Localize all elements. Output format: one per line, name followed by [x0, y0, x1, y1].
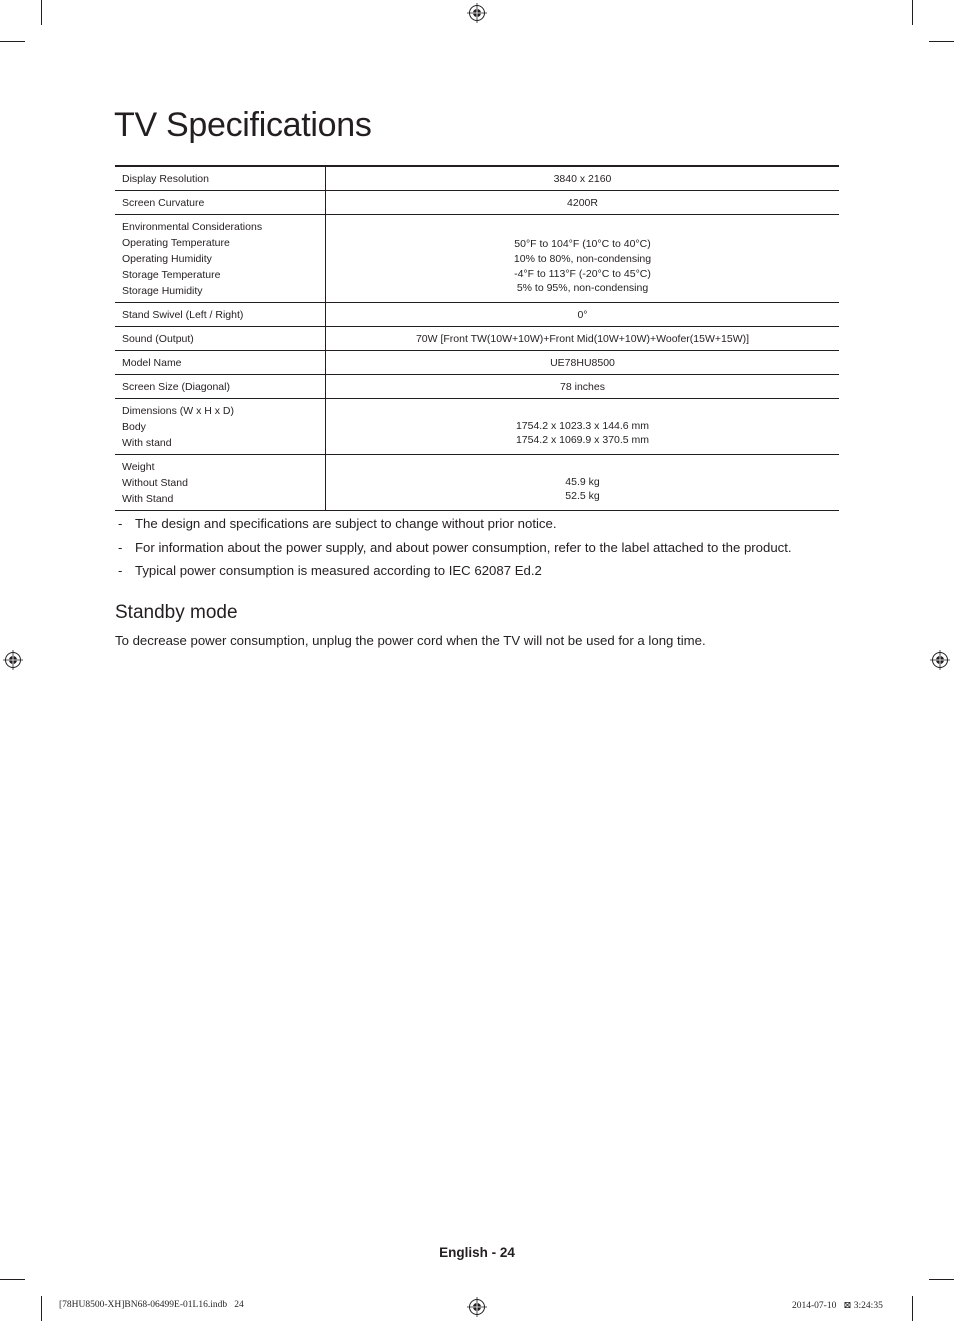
spec-value: 1754.2 x 1069.9 x 370.5 mm	[515, 434, 650, 447]
spec-label: Operating Temperature	[122, 237, 230, 249]
spec-label-cell	[115, 455, 326, 511]
crop-mark-top-right-vertical	[912, 0, 913, 25]
spec-value: 3840 x 2160	[553, 172, 612, 185]
spec-value-cell	[326, 375, 840, 399]
spec-value: 50°F to 104°F (10°C to 40°C)	[514, 238, 651, 251]
spec-table-body	[115, 166, 839, 511]
spec-label: Model Name	[122, 357, 182, 369]
spec-value: 0°	[577, 308, 588, 321]
spec-label: Screen Curvature	[122, 197, 205, 209]
spec-value-cell	[326, 327, 840, 351]
spec-value-cell	[326, 215, 840, 303]
spec-label: Storage Temperature	[122, 269, 221, 281]
note-text: The design and specifications are subject to change without prior notice.	[135, 516, 557, 531]
spec-value-cell	[326, 166, 840, 191]
spec-row	[115, 455, 839, 511]
spec-value-cell	[326, 303, 840, 327]
spec-row	[115, 215, 839, 303]
crop-mark-top-left-vertical	[41, 0, 42, 25]
spec-value-cell	[326, 191, 840, 215]
spec-label-cell	[115, 375, 326, 399]
spec-label: Dimensions (W x H x D)	[122, 405, 235, 417]
standby-text: To decrease power consumption, unplug the power cord when the TV will not be used for a long time.	[115, 633, 706, 648]
note-item	[115, 563, 845, 579]
crop-mark-bottom-left-horizontal	[0, 1279, 25, 1280]
note-item	[115, 540, 845, 556]
spec-label: With Stand	[122, 493, 174, 505]
spec-table	[115, 165, 839, 511]
spec-value-cell	[326, 399, 840, 455]
spec-row	[115, 327, 839, 351]
spec-label-cell	[115, 166, 326, 191]
spec-value: UE78HU8500	[550, 356, 615, 369]
spec-value: 45.9 kg	[565, 475, 600, 488]
spec-value: 4200R	[567, 196, 598, 209]
registration-mark-top-icon	[467, 3, 487, 23]
spec-row	[115, 399, 839, 455]
spec-value: 52.5 kg	[565, 490, 600, 503]
spec-label-cell	[115, 191, 326, 215]
spec-label-cell	[115, 215, 326, 303]
crop-mark-top-right-horizontal	[929, 41, 954, 42]
notes-list	[115, 516, 845, 587]
note-bullet: -	[118, 516, 123, 531]
spec-label: Display Resolution	[122, 173, 209, 185]
spec-label: Body	[122, 421, 146, 433]
spec-row	[115, 191, 839, 215]
note-text: Typical power consumption is measured according to IEC 62087 Ed.2	[135, 563, 542, 578]
spec-label: With stand	[122, 437, 172, 449]
note-bullet: -	[118, 539, 123, 555]
note-bullet: -	[118, 563, 123, 578]
spec-value: 78 inches	[560, 380, 605, 393]
spec-label: Screen Size (Diagonal)	[122, 381, 230, 393]
spec-value: 5% to 95%, non-condensing	[516, 282, 649, 295]
crop-mark-bottom-right-vertical	[912, 1296, 913, 1321]
spec-row	[115, 303, 839, 327]
standby-heading: Standby mode	[115, 602, 238, 623]
crop-mark-top-left-horizontal	[0, 41, 25, 42]
spec-value-cell	[326, 351, 840, 375]
page-title: TV Specifications	[114, 106, 372, 144]
crop-mark-bottom-left-vertical	[41, 1296, 42, 1321]
spec-label-cell	[115, 351, 326, 375]
spec-label: Stand Swivel (Left / Right)	[122, 309, 244, 321]
note-text: For information about the power supply, and about power consumption, refer to the label attached to the product.	[135, 539, 792, 555]
spec-label: Weight	[122, 461, 155, 473]
registration-mark-right-icon	[930, 650, 950, 670]
spec-label-cell	[115, 303, 326, 327]
spec-label: Storage Humidity	[122, 285, 203, 297]
spec-value: 1754.2 x 1023.3 x 144.6 mm	[515, 419, 650, 432]
print-slug-timestamp: 2014-07-10 ⊠ 3:24:35	[792, 1301, 883, 1311]
spec-row	[115, 166, 839, 191]
spec-label: Sound (Output)	[122, 333, 194, 345]
spec-value: 10% to 80%, non-condensing	[513, 252, 652, 265]
spec-value: -4°F to 113°F (-20°C to 45°C)	[514, 267, 651, 280]
spec-label: Without Stand	[122, 477, 188, 489]
spec-label: Operating Humidity	[122, 253, 212, 265]
note-item	[115, 516, 845, 532]
spec-label-cell	[115, 399, 326, 455]
registration-mark-bottom-icon	[467, 1297, 487, 1317]
spec-value-cell	[326, 455, 840, 511]
registration-mark-left-icon	[3, 650, 23, 670]
print-slug-file: [78HU8500-XH]BN68-06499E-01L16.indb 24	[59, 1300, 244, 1310]
spec-value: 70W [Front TW(10W+10W)+Front Mid(10W+10W)+Woofer(15W+15W)]	[415, 332, 750, 345]
spec-row	[115, 351, 839, 375]
spec-label-cell	[115, 327, 326, 351]
page-number: English - 24	[439, 1245, 515, 1260]
spec-row	[115, 375, 839, 399]
spec-label: Environmental Considerations	[122, 221, 263, 233]
crop-mark-bottom-right-horizontal	[929, 1279, 954, 1280]
